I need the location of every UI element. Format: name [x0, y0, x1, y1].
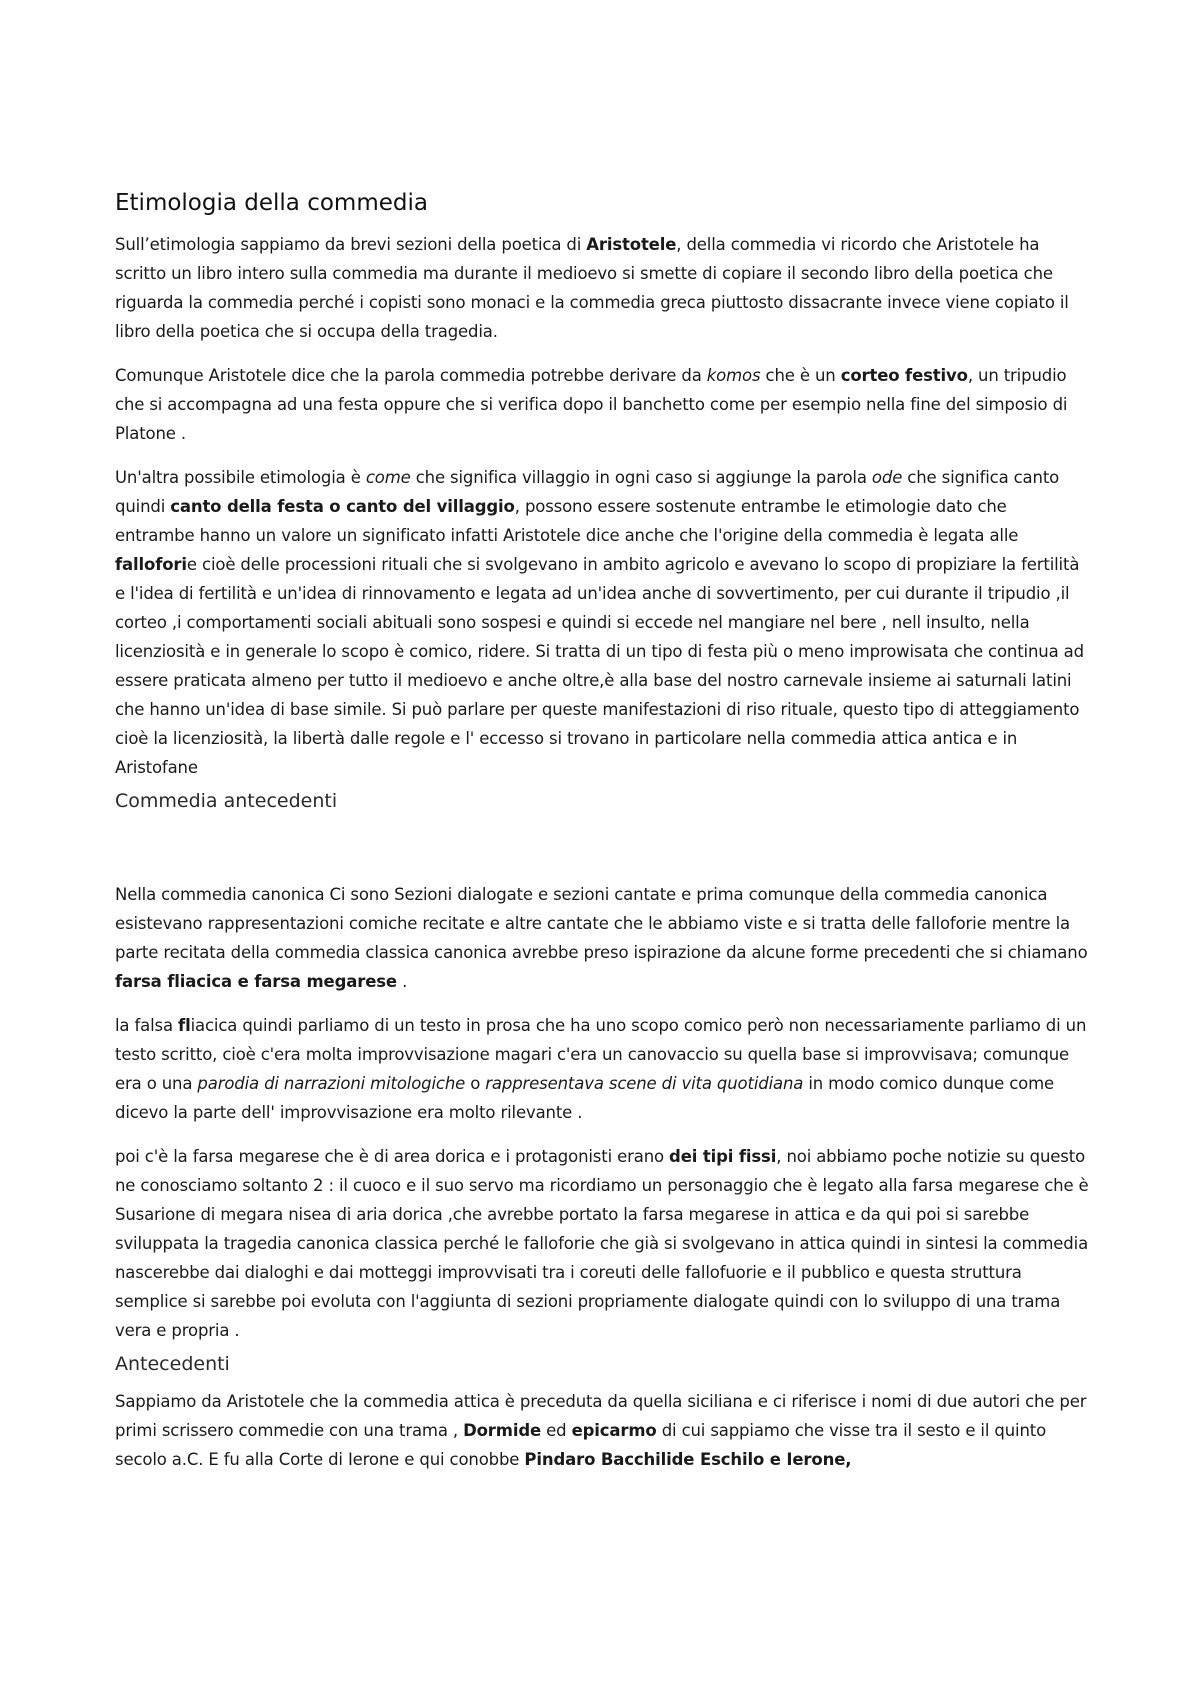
bold-text: Dormide: [463, 1421, 542, 1440]
italic-text: ode: [871, 468, 903, 487]
text-run: che significa villaggio in ogni caso si aggiunge la parola: [410, 468, 872, 487]
text-run: .: [396, 972, 408, 991]
text-run: iacica quindi parliamo di un testo in prosa che ha uno scopo comico però non necessariamente parliamo di un testo scritto, cioè c'era molta improvvisazione magari c'era un canovaccio su quella base si improvvisava; comunque era o una: [115, 1016, 1087, 1093]
text-run: , della commedia vi ricordo che Aristotele ha scritto un libro intero sulla commedia ma durante il medioevo si smette di copiare il secondo libro della poetica che riguarda la commedia perché i copisti sono monaci e la commedia greca piuttosto dissacrante invece viene copiato il libro della poetica che si occupa della tragedia.: [115, 235, 1069, 341]
paragraph-sicilia-1: [115, 1387, 1090, 1474]
paragraph-etimologia-3: [115, 463, 1090, 782]
text-run: , possono essere sostenute entrambe le etimologie dato che entrambe hanno un valore un significato infatti Aristotele dice anche che l'origine della commedia è legata alle: [115, 497, 1019, 545]
heading-commedia-antecedenti: Commedia antecedenti: [115, 790, 338, 812]
text-run: e che già si svolgevano in attica quindi in sintesi la commedia nascerebbe dai dialoghi e dai motteggi improvvisati tra i coreuti delle fallofuorie e il pubblico e questa struttura semplice si sarebbe poi evoluta con l'aggiunta di sezioni propriamente dialogate quindi con lo sviluppo di una trama vera e propria .: [115, 1234, 1089, 1340]
bold-text: Aristotele: [586, 235, 677, 254]
text-run: che è un: [760, 366, 841, 385]
text-run: ed: [541, 1421, 572, 1440]
text-run: o: [465, 1074, 486, 1093]
text-run: Un'altra possibile etimologia è: [115, 468, 366, 487]
paragraph-etimologia-1: [115, 230, 1090, 346]
paragraph-etimologia-2: [115, 361, 1090, 448]
italic-text: komos: [706, 366, 761, 385]
text-run: in modo comico dunque come dicevo la parte dell' improvvisazione era molto rilevante .: [115, 1074, 1055, 1122]
paragraph-antecedenti-3: [115, 1142, 1090, 1345]
italic-text: parodia di narrazioni mitologiche: [197, 1074, 466, 1093]
heading-antecedenti: Antecedenti: [115, 1353, 230, 1375]
bold-text: fallofori: [115, 555, 187, 574]
italic-text: rappresentava scene di vita quotidiana: [485, 1074, 804, 1093]
text-run: , un tripudio che si accompagna ad una festa oppure che si verifica dopo il banchetto come per esempio nella fine del simposio di Platone .: [115, 366, 1068, 443]
text-run: Sull’etimologia sappiamo da brevi sezioni della poetica di: [115, 235, 587, 254]
heading-etimologia: Etimologia della commedia: [115, 190, 428, 216]
text-run: e cioè delle processioni rituali che si svolgevano in ambito agricolo e avevano lo scopo di propiziare la fertilità e l'idea di fertilità e un'idea di rinnovamento e legata ad un'idea anche di sovvertimento, per cui durante il tripudio ,il corteo ,i comportamenti sociali abituali sono sospesi e quindi si eccede nel mangiare nel bere , nell insulto, nella licenziosità e in generale lo scopo è comico, ridere. Si tratta di un tipo di festa più o meno improwisata che continua ad essere praticata almeno per tutto il medioevo e anche oltre,è alla base del nostro carnevale insieme ai saturnali latini che hanno un'idea di base simile. Si può parlare per queste manifestazioni di riso rituale, questo tipo di atteggiamento cioè la licenziosità, la libertà dalle regole e l' eccesso si trovano in particolare nella commedia attica antica e in Aristofane: [115, 555, 1084, 777]
text-run: Nella commedia canonica Ci sono Sezioni dialogate e sezioni cantate e prima comunque della commedia canonica esistevano rappresentazioni comiche recitate e altre cantate che le abbiamo viste e si tratta delle fallofori: [115, 885, 1048, 933]
document-page: [115, 188, 1090, 1474]
paragraph-antecedenti-1: [115, 880, 1090, 996]
bold-text: dei tipi fissi: [669, 1147, 777, 1166]
bold-text: canto della festa o canto del villaggio: [170, 497, 515, 516]
bold-text: epicarmo: [571, 1421, 657, 1440]
text-run: poi c'è la farsa megarese che è di area dorica e i protagonisti erano: [115, 1147, 670, 1166]
text-run: la falsa: [115, 1016, 179, 1035]
text-run: di cui sappiamo che visse tra il sesto e il quinto secolo a.C. E fu alla Corte di Ierone e qui conobbe: [115, 1421, 1047, 1469]
bold-text: corteo festivo: [840, 366, 968, 385]
text-run: che significa canto quindi: [115, 468, 1060, 516]
text-run: Sappiamo da Aristotele che la commedia attica è preceduta da quella siciliana e ci riferisce i nomi di due autori che per primi scrissero commedie con una trama ,: [115, 1392, 1087, 1440]
paragraph-antecedenti-2: [115, 1011, 1090, 1127]
text-run: e mentre la parte recitata della commedia classica canonica avrebbe preso ispirazione da alcune forme precedenti che si chiamano: [115, 914, 1088, 962]
bold-text: farsa fliacica e farsa megarese: [115, 972, 397, 991]
text-run: Comunque Aristotele dice che la parola commedia potrebbe derivare da: [115, 366, 707, 385]
bold-text: fl: [178, 1016, 191, 1035]
bold-text: Pindaro Bacchilide Eschilo e Ierone,: [524, 1450, 852, 1469]
text-run: , noi abbiamo poche notizie su questo ne conosciamo soltanto 2 : il cuoco e il suo servo ma ricordiamo un personaggio che è legato alla farsa megarese che è Susarione di megara nisea di aria dorica ,che avrebbe portato la farsa megarese in attica e da qui poi si sarebbe sviluppata la tragedia canonica classica perché le fallofori: [115, 1147, 1089, 1253]
italic-text: come: [365, 468, 411, 487]
